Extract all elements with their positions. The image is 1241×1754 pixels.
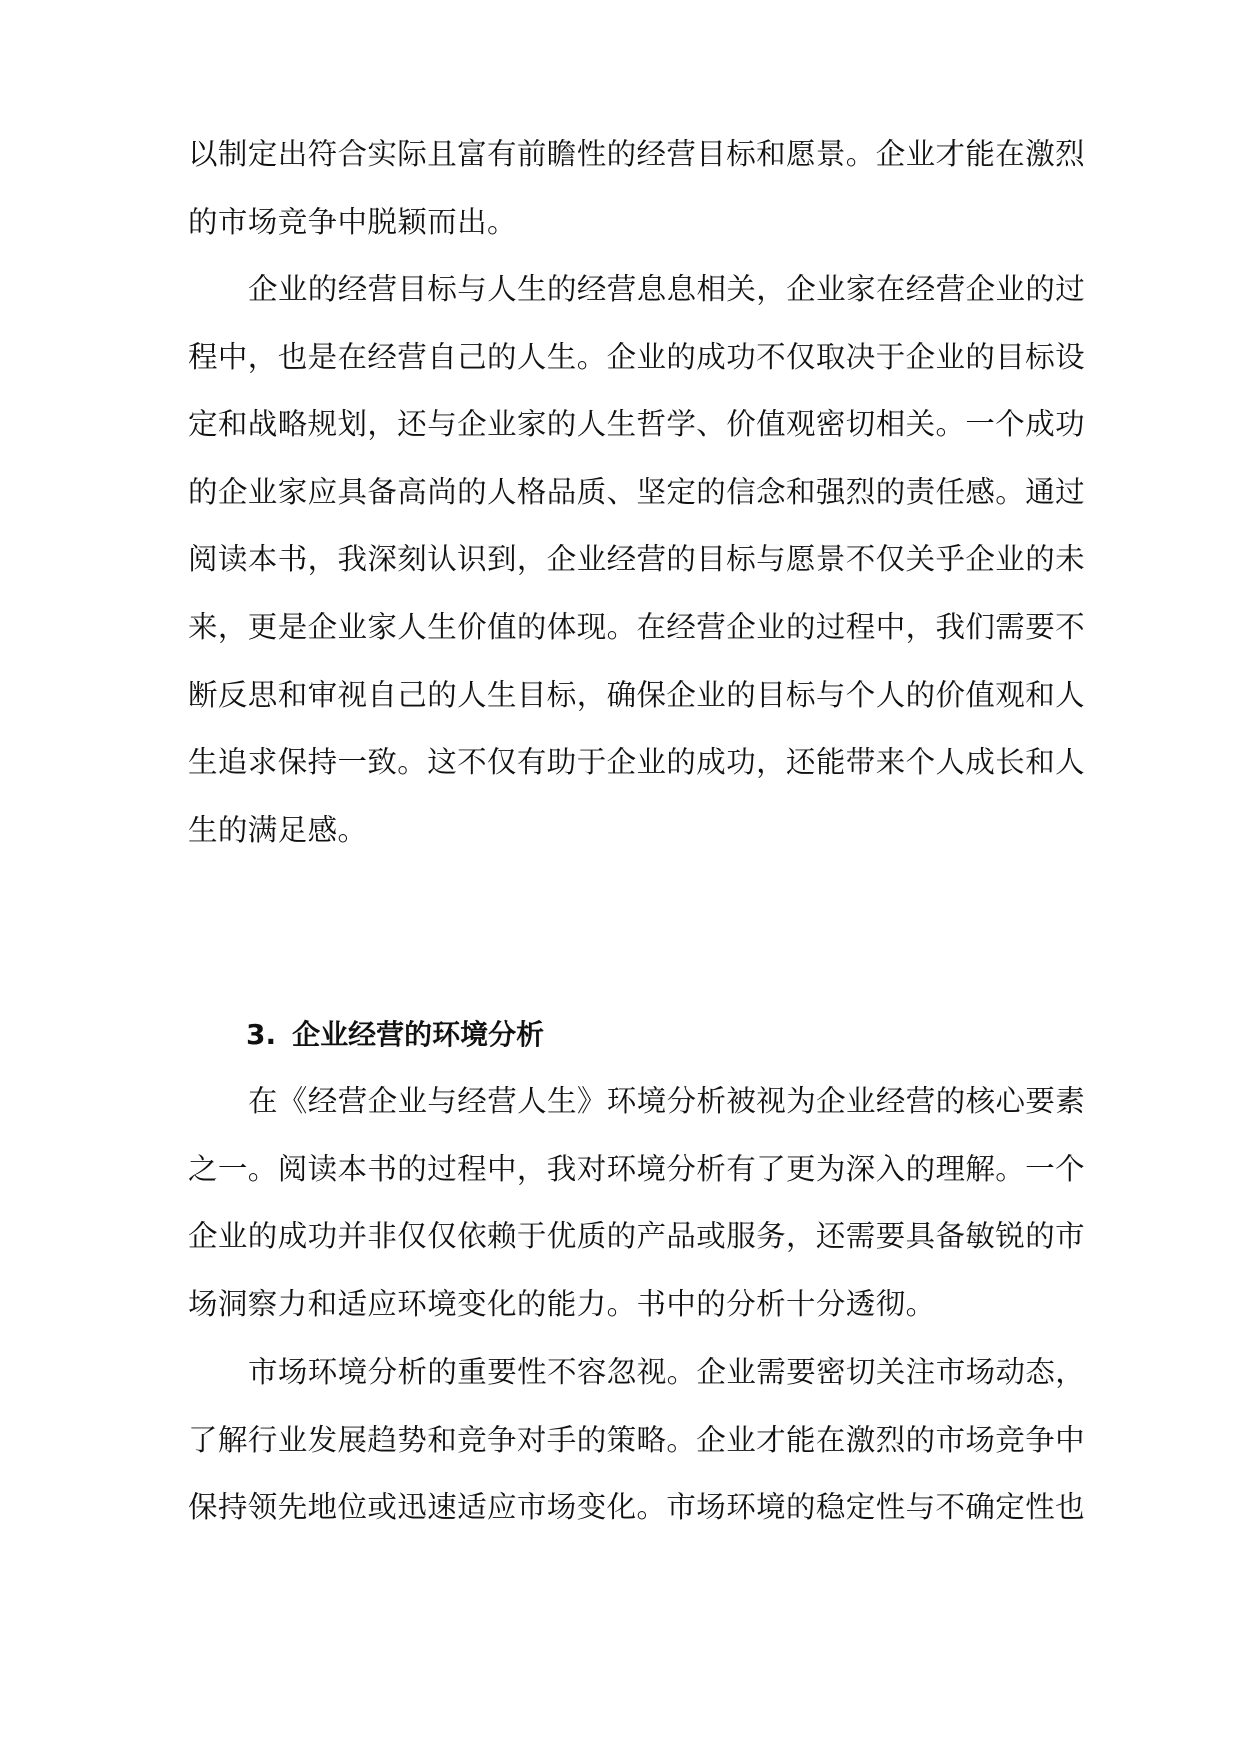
text-line: 了解行业发展趋势和竞争对手的策略。企业才能在激烈的市场竞争中 [188,1422,1086,1457]
paragraph-goals-and-life [188,256,1086,864]
text-line: 定和战略规划，还与企业家的人生哲学、价值观密切相关。一个成功 [188,407,1086,442]
text-line: 市场环境分析的重要性不容忽视。企业需要密切关注市场动态， [248,1355,1086,1389]
text-line: 断反思和审视自己的人生目标，确保企业的目标与个人的价值观和人 [188,677,1086,712]
text-line: 的市场竞争中脱颖而出。 [188,204,517,239]
section-title: 企业经营的环境分析 [292,1018,545,1051]
paragraph-continuation [188,121,1086,256]
text-line: 企业的成功并非仅仅依赖于优质的产品或服务，还需要具备敏锐的市 [188,1219,1086,1254]
text-line: 程中，也是在经营自己的人生。企业的成功不仅取决于企业的目标设 [188,339,1086,374]
section-heading [246,1005,544,1065]
paragraph-market-environment [188,1339,1086,1542]
text-line: 来，更是企业家人生价值的体现。在经营企业的过程中，我们需要不 [188,609,1086,644]
text-line: 阅读本书，我深刻认识到，企业经营的目标与愿景不仅关乎企业的未 [188,542,1086,577]
text-line: 企业的经营目标与人生的经营息息相关，企业家在经营企业的过 [248,272,1086,306]
text-line: 之一。阅读本书的过程中，我对环境分析有了更为深入的理解。一个 [188,1151,1086,1186]
text-line: 保持领先地位或迅速适应市场变化。市场环境的稳定性与不确定性也 [188,1490,1086,1525]
text-line: 的企业家应具备高尚的人格品质、坚定的信念和强烈的责任感。通过 [188,474,1086,509]
text-line: 生的满足感。 [188,812,368,847]
text-line: 以制定出符合实际且富有前瞻性的经营目标和愿景。企业才能在激烈 [188,137,1086,171]
text-line: 在《经营企业与经营人生》环境分析被视为企业经营的核心要素 [248,1084,1086,1118]
section-number: 3. [246,1018,277,1051]
text-line: 生追求保持一致。这不仅有助于企业的成功，还能带来个人成长和人 [188,745,1086,780]
text-line: 场洞察力和适应环境变化的能力。书中的分析十分透彻。 [188,1286,936,1321]
paragraph-environment-analysis [188,1068,1086,1338]
